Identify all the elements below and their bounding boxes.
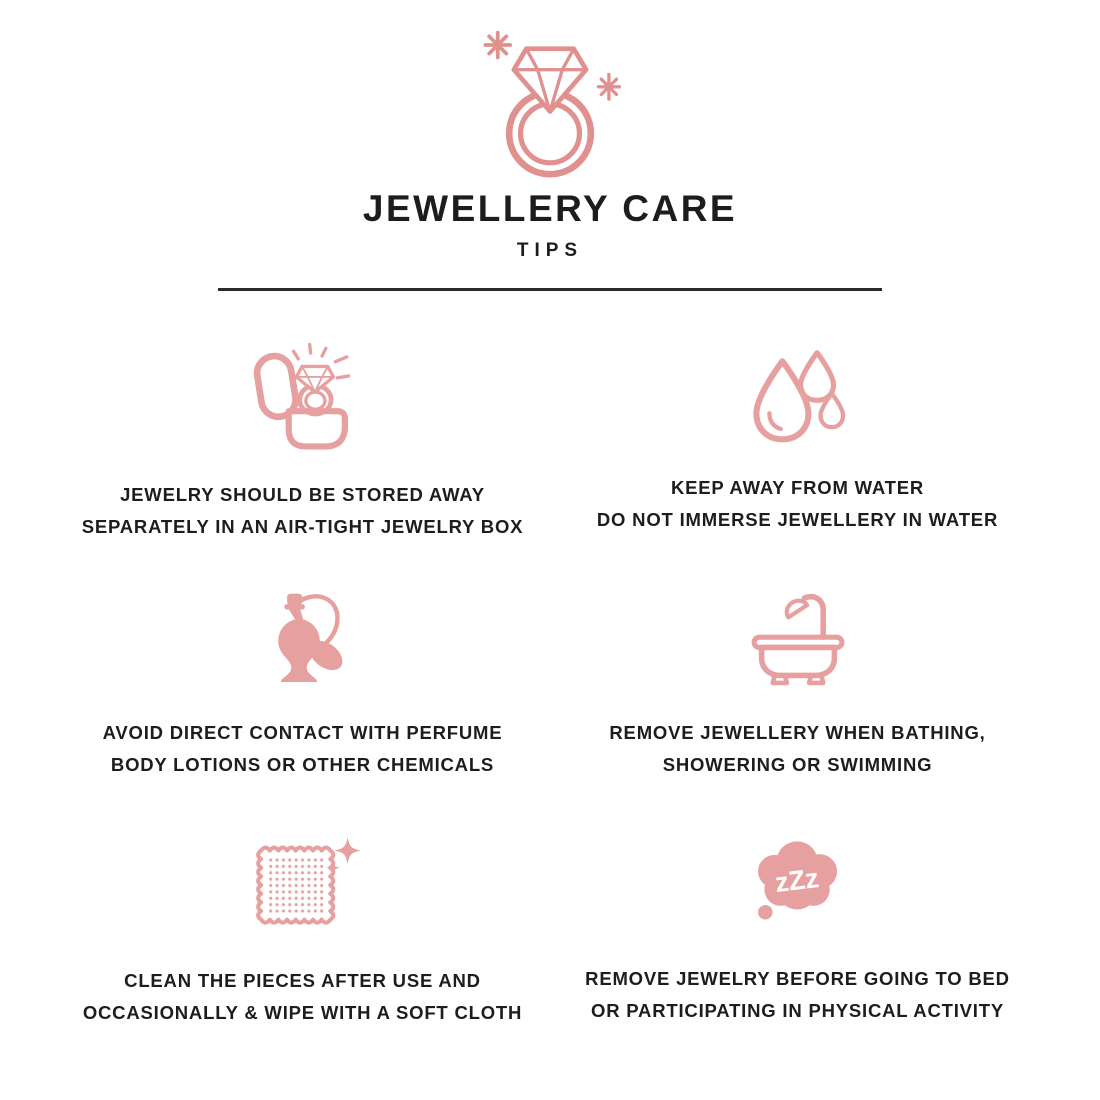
zzz-label: zZz: [772, 861, 820, 899]
tip-storage: [55, 291, 550, 536]
tip-bathing: [550, 536, 1045, 781]
tip-cleaning: [55, 781, 550, 1026]
tip-line: BODY LOTIONS OR OTHER CHEMICALS: [110, 754, 495, 775]
sleep-cloud-icon: [739, 831, 857, 939]
tip-text: [83, 965, 522, 1029]
tip-text: [585, 963, 1010, 1027]
tip-chemicals: [55, 536, 550, 781]
tip-line: OCCASIONALLY & WIPE WITH A SOFT CLOTH: [82, 1002, 523, 1023]
page-subtitle: TIPS: [516, 240, 584, 261]
tip-line: AVOID DIRECT CONTACT WITH PERFUME: [102, 722, 503, 743]
tip-line: OR PARTICIPATING IN PHYSICAL ACTIVITY: [591, 1000, 1004, 1021]
perfume-atomizer-icon: [250, 586, 356, 693]
bathtub-shower-icon: [742, 586, 854, 693]
tip-line: SHOWERING OR SWIMMING: [662, 754, 933, 775]
tip-text: [103, 717, 503, 781]
ring-box-icon: [240, 341, 366, 455]
tip-sleep: [550, 781, 1045, 1026]
tip-text: [597, 472, 998, 536]
tip-line: KEEP AWAY FROM WATER: [670, 477, 925, 498]
tip-text: [82, 479, 524, 543]
tip-line: SEPARATELY IN AN AIR-TIGHT JEWELRY BOX: [81, 516, 524, 537]
tip-line: CLEAN THE PIECES AFTER USE AND: [124, 970, 481, 991]
tips-grid: [55, 291, 1045, 1026]
tip-line: REMOVE JEWELLERY WHEN BATHING,: [609, 722, 986, 743]
water-drops-icon: [746, 341, 850, 448]
header: [0, 0, 1100, 291]
sparkle-icon: [485, 33, 510, 58]
tip-text: [609, 717, 985, 781]
tip-water: [550, 291, 1045, 536]
page-title: JEWELLERY CARE: [362, 188, 738, 229]
tip-line: JEWELRY SHOULD BE STORED AWAY: [120, 484, 485, 505]
tip-line: REMOVE JEWELRY BEFORE GOING TO BED: [585, 968, 1010, 989]
cleaning-cloth-icon: [242, 831, 364, 941]
sparkle-icon: [598, 74, 619, 99]
tip-line: DO NOT IMMERSE JEWELLERY IN WATER: [596, 509, 999, 530]
diamond-ring-icon: [0, 26, 1100, 178]
